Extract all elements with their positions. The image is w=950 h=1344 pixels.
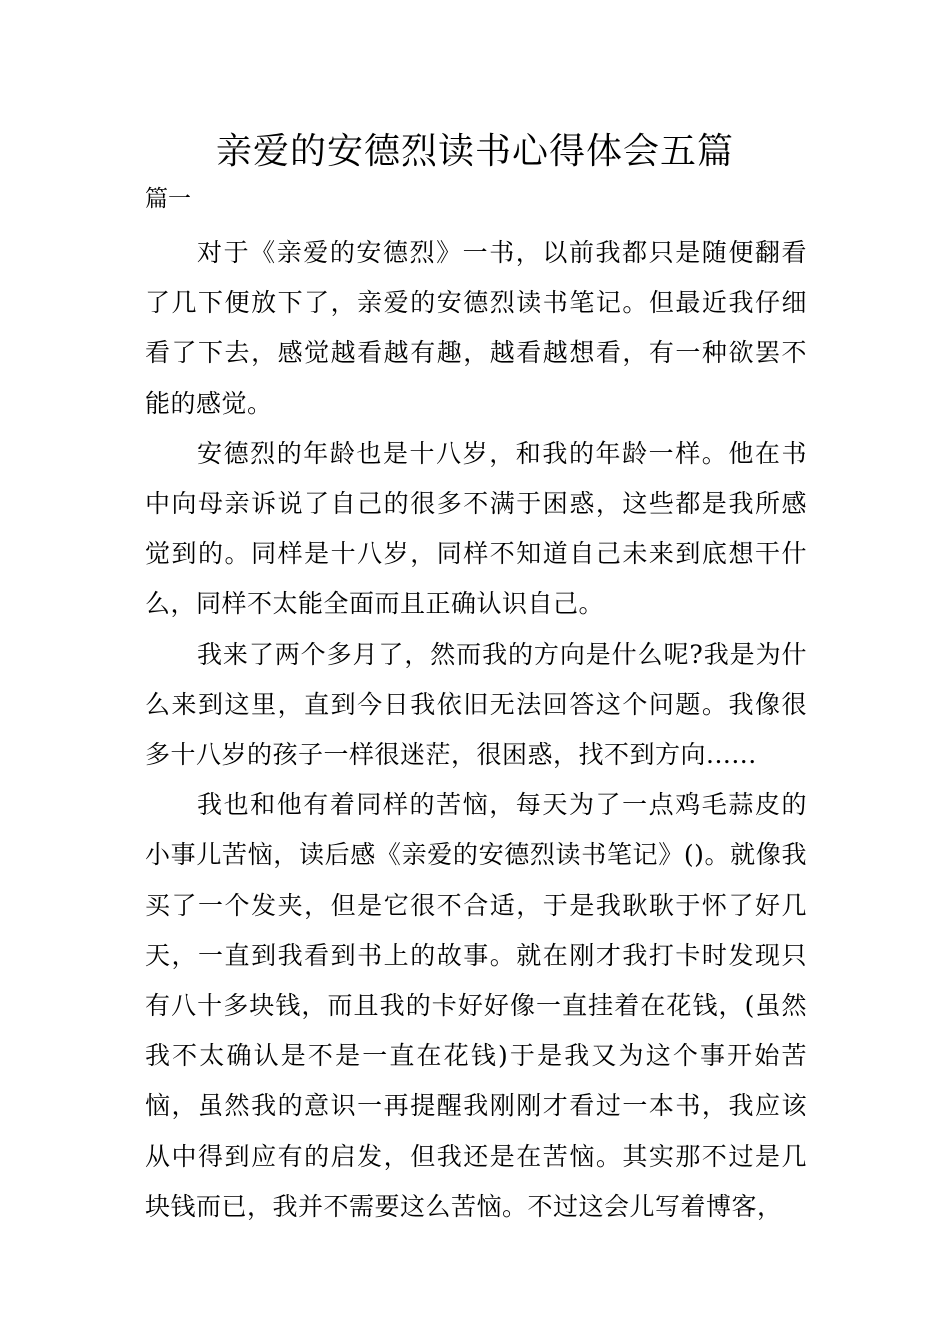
paragraph: 我也和他有着同样的苦恼，每天为了一点鸡毛蒜皮的小事儿苦恼，读后感《亲爱的安德烈读书笔记》()。就像我买了一个发夹，但是它很不合适，于是我耿耿于怀了好几天，一直到我看到书上的故事。就在刚才我打卡时发现只有八十多块钱，而且我的卡好好像一直挂着在花钱，(虽然我不太确认是不是一直在花钱)于是我又为这个事开始苦恼，虽然我的意识一再提醒我刚刚才看过一本书，我应该从中得到应有的启发，但我还是在苦恼。其实那不过是几块钱而已，我并不需要这么苦恼。不过这会儿写着博客， [145,790,807,1221]
section-label: 篇一 [145,186,191,212]
paragraph: 对于《亲爱的安德烈》一书，以前我都只是随便翻看了几下便放下了，亲爱的安德烈读书笔记。但最近我仔细看了下去，感觉越看越有趣，越看越想看，有一种欲罢不能的感觉。 [145,238,807,418]
document-body [145,228,807,1232]
document-title: 亲爱的安德烈读书心得体会五篇 [215,131,734,172]
paragraph: 我来了两个多月了，然而我的方向是什么呢?我是为什么来到这里，直到今日我依旧无法回答这个问题。我像很多十八岁的孩子一样很迷茫，很困惑，找不到方向...... [145,639,807,770]
paragraph: 安德烈的年龄也是十八岁，和我的年龄一样。他在书中向母亲诉说了自己的很多不满于困惑，这些都是我所感觉到的。同样是十八岁，同样不知道自己未来到底想干什么，同样不太能全面而且正确认识自己。 [145,438,807,619]
